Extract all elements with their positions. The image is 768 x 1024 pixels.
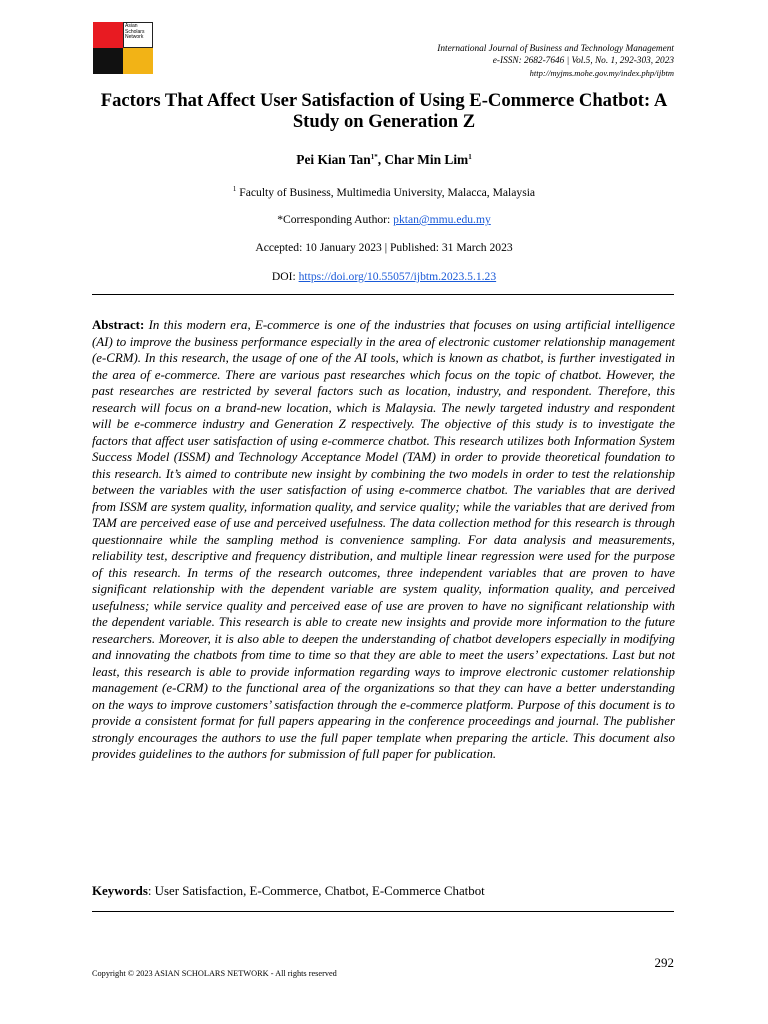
- journal-url: http://myjms.mohe.gov.my/index.php/ijbtm: [529, 68, 674, 78]
- keywords-divider: [92, 911, 674, 912]
- keywords-label: Keywords: [92, 884, 148, 898]
- abstract-label: Abstract:: [92, 318, 145, 332]
- author-2-name: Char Min Lim: [384, 152, 469, 167]
- keywords-text: : User Satisfaction, E-Commerce, Chatbot, E-Commerce Chatbot: [147, 884, 485, 898]
- corresponding-author: [90, 213, 678, 226]
- logo-red-block: [93, 22, 123, 48]
- author-1-sup: 1*: [370, 153, 378, 161]
- keywords-line: [92, 884, 485, 899]
- publication-dates: Accepted: 10 January 2023 | Published: 31 March 2023: [255, 241, 513, 254]
- logo-yellow-block: [123, 48, 153, 74]
- journal-issn: e-ISSN: 2682-7646 | Vol.5, No. 1, 292-303, 2023: [492, 56, 674, 66]
- paper-title: Factors That Affect User Satisfaction of Using E-Commerce Chatbot: A Study on Generation Z: [100, 90, 668, 132]
- copyright-footer: Copyright © 2023 ASIAN SCHOLARS NETWORK - All rights reserved: [92, 969, 337, 978]
- corresponding-label: *Corresponding Author:: [277, 213, 394, 226]
- doi-line: [90, 270, 678, 283]
- header-divider: [92, 294, 674, 295]
- author-separator: ,: [377, 152, 385, 167]
- affiliation-text: Faculty of Business, Multimedia University, Malacca, Malaysia: [236, 186, 536, 199]
- affiliation-sup: 1: [232, 185, 237, 193]
- page-number: 292: [654, 955, 674, 970]
- journal-header: [437, 43, 674, 79]
- journal-name: International Journal of Business and Technology Management: [437, 44, 674, 54]
- abstract-section: [92, 317, 675, 763]
- authors-line: [90, 152, 678, 168]
- corresponding-email-link[interactable]: pktan@mmu.edu.my: [393, 213, 491, 226]
- author-2-sup: 1: [468, 153, 472, 161]
- publisher-logo: [93, 22, 153, 74]
- logo-black-block: [93, 48, 123, 74]
- abstract-text: In this modern era, E-commerce is one of the industries that focuses on using artificial intelligence (AI) to improve the business performance especially in the area of electronic customer relationship management (e-CRM). In this research, the usage of one of the AI tools, which is known as chatbot, is further investigated in the area of e-commerce. There are various past researches which focus on the topic of chatbot. However, the past researches are restricted by several factors such as location, industry, and respondent. Therefore, this research will focus on a brand-new location, which is Malaysia. The newly targeted industry and respondent will be e-commerce industry and Generation Z respectively. The objective of this study is to investigate the factors that affect user satisfaction of using e-commerce chatbot. This research utilizes both Information System Success Model (ISSM) and Technology Acceptance Model (TAM) in order to provide theoretical foundation to this research. It’s aimed to contribute new insight by combining the two models in order to test the relationship between the variables with the user satisfaction of using e-commerce chatbot. The variables that are derived from ISSM are system quality, information quality, and service quality; while the variables that are derived from TAM are perceived ease of use and perceived usefulness. The data collection method for this research is through questionnaire while the sampling method is convenience sampling. For data analysis and measurements, reliability test, descriptive and frequency distribution, and multiple linear regression were used for the purpose of this research. In terms of the research outcomes, three independent variables that are proven to have significant relationship with the dependent variable are system quality, information quality, and perceived usefulness; while service quality and perceived ease of use are proven to have no significant relationship with the dependent variable. This research is able to create new insights and provide more information to the future researchers. Moreover, it is also able to deepen the understanding of chatbot developers especially in modifying and innovating the chatbots from time to time so that they are able to meet the users’ expectations. Last but not least, this research is able to provide information regarding ways to improve electronic customer relationship management (e-CRM) to the functional area of the organizations so that they can have a better understanding on the ways to improve customers’ satisfaction through the e-commerce platform. Purpose of this document is to provide a consistent format for full papers appearing in the conference proceedings and journal. The publisher strongly encourages the authors to use the full paper template when preparing the article. This document also provides guidelines to the authors for submission of full paper for publication.: [92, 318, 675, 761]
- author-1-name: Pei Kian Tan: [296, 152, 371, 167]
- affiliation: [90, 186, 678, 199]
- logo-text: Asian Scholars Network: [125, 23, 145, 41]
- doi-label: DOI:: [271, 270, 299, 283]
- doi-link[interactable]: https://doi.org/10.55057/ijbtm.2023.5.1.23: [298, 270, 497, 283]
